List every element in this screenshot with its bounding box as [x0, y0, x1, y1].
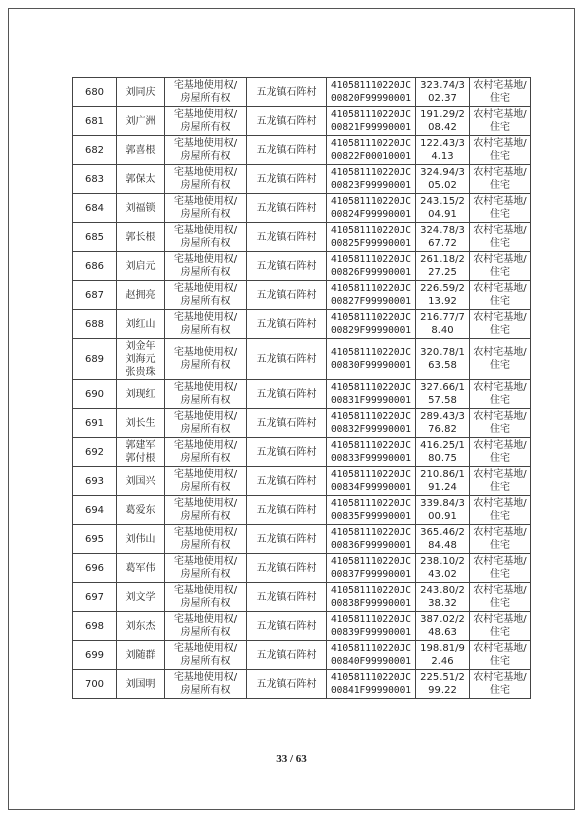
row-number-cell: 695 — [73, 525, 117, 554]
owner-name-cell: 刘现红 — [117, 380, 165, 409]
area-cell: 387.02/2 48.63 — [416, 612, 470, 641]
right-type-cell: 宅基地使用权/ 房屋所有权 — [165, 223, 247, 252]
unit-code-cell: 410581110220JC 00829F99990001 — [327, 310, 416, 339]
unit-code-cell: 410581110220JC 00833F99990001 — [327, 438, 416, 467]
table-row — [73, 438, 531, 467]
location-cell: 五龙镇石阵村 — [247, 339, 327, 380]
owner-name-cell: 郭建军 郭付根 — [117, 438, 165, 467]
land-use-cell: 农村宅基地/ 住宅 — [470, 554, 531, 583]
owner-name-cell: 赵拥亮 — [117, 281, 165, 310]
area-cell: 191.29/2 08.42 — [416, 107, 470, 136]
area-cell: 416.25/1 80.75 — [416, 438, 470, 467]
land-use-cell: 农村宅基地/ 住宅 — [470, 438, 531, 467]
land-use-cell: 农村宅基地/ 住宅 — [470, 223, 531, 252]
area-cell: 327.66/1 57.58 — [416, 380, 470, 409]
right-type-cell: 宅基地使用权/ 房屋所有权 — [165, 78, 247, 107]
unit-code-cell: 410581110220JC 00825F99990001 — [327, 223, 416, 252]
table-row — [73, 612, 531, 641]
right-type-cell: 宅基地使用权/ 房屋所有权 — [165, 467, 247, 496]
right-type-cell: 宅基地使用权/ 房屋所有权 — [165, 554, 247, 583]
row-number-cell: 698 — [73, 612, 117, 641]
table-row — [73, 107, 531, 136]
location-cell: 五龙镇石阵村 — [247, 467, 327, 496]
land-use-cell: 农村宅基地/ 住宅 — [470, 252, 531, 281]
page-number: 33 / 63 — [276, 753, 307, 765]
area-cell: 226.59/2 13.92 — [416, 281, 470, 310]
area-cell: 238.10/2 43.02 — [416, 554, 470, 583]
table-row — [73, 165, 531, 194]
owner-name-cell: 刘文学 — [117, 583, 165, 612]
owner-name-cell: 刘长生 — [117, 409, 165, 438]
owner-name-cell: 刘随群 — [117, 641, 165, 670]
table-row — [73, 525, 531, 554]
location-cell: 五龙镇石阵村 — [247, 194, 327, 223]
location-cell: 五龙镇石阵村 — [247, 554, 327, 583]
row-number-cell: 685 — [73, 223, 117, 252]
table-row — [73, 281, 531, 310]
owner-name-cell: 郭长根 — [117, 223, 165, 252]
owner-name-cell: 葛爱东 — [117, 496, 165, 525]
location-cell: 五龙镇石阵村 — [247, 78, 327, 107]
right-type-cell: 宅基地使用权/ 房屋所有权 — [165, 583, 247, 612]
owner-name-cell: 刘启元 — [117, 252, 165, 281]
location-cell: 五龙镇石阵村 — [247, 252, 327, 281]
unit-code-cell: 410581110220JC 00821F99990001 — [327, 107, 416, 136]
location-cell: 五龙镇石阵村 — [247, 438, 327, 467]
owner-name-cell: 刘金年 刘海元 张贵珠 — [117, 339, 165, 380]
land-use-cell: 农村宅基地/ 住宅 — [470, 281, 531, 310]
land-use-cell: 农村宅基地/ 住宅 — [470, 339, 531, 380]
owner-name-cell: 刘东杰 — [117, 612, 165, 641]
area-cell: 122.43/3 4.13 — [416, 136, 470, 165]
land-use-cell: 农村宅基地/ 住宅 — [470, 583, 531, 612]
owner-name-cell: 刘伟山 — [117, 525, 165, 554]
table-row — [73, 554, 531, 583]
table-row — [73, 467, 531, 496]
table-row — [73, 583, 531, 612]
location-cell: 五龙镇石阵村 — [247, 165, 327, 194]
row-number-cell: 687 — [73, 281, 117, 310]
location-cell: 五龙镇石阵村 — [247, 380, 327, 409]
right-type-cell: 宅基地使用权/ 房屋所有权 — [165, 107, 247, 136]
unit-code-cell: 410581110220JC 00841F99990001 — [327, 670, 416, 699]
right-type-cell: 宅基地使用权/ 房屋所有权 — [165, 670, 247, 699]
location-cell: 五龙镇石阵村 — [247, 670, 327, 699]
row-number-cell: 684 — [73, 194, 117, 223]
right-type-cell: 宅基地使用权/ 房屋所有权 — [165, 380, 247, 409]
owner-name-cell: 刘广洲 — [117, 107, 165, 136]
area-cell: 225.51/2 99.22 — [416, 670, 470, 699]
row-number-cell: 697 — [73, 583, 117, 612]
row-number-cell: 686 — [73, 252, 117, 281]
area-cell: 243.80/2 38.32 — [416, 583, 470, 612]
area-cell: 243.15/2 04.91 — [416, 194, 470, 223]
owner-name-cell: 刘同庆 — [117, 78, 165, 107]
unit-code-cell: 410581110220JC 00835F99990001 — [327, 496, 416, 525]
unit-code-cell: 410581110220JC 00822F00010001 — [327, 136, 416, 165]
right-type-cell: 宅基地使用权/ 房屋所有权 — [165, 310, 247, 339]
land-use-cell: 农村宅基地/ 住宅 — [470, 409, 531, 438]
area-cell: 216.77/7 8.40 — [416, 310, 470, 339]
table-body — [73, 78, 531, 699]
row-number-cell: 700 — [73, 670, 117, 699]
land-use-cell: 农村宅基地/ 住宅 — [470, 107, 531, 136]
land-use-cell: 农村宅基地/ 住宅 — [470, 78, 531, 107]
table-row — [73, 380, 531, 409]
right-type-cell: 宅基地使用权/ 房屋所有权 — [165, 194, 247, 223]
owner-name-cell: 刘国兴 — [117, 467, 165, 496]
location-cell: 五龙镇石阵村 — [247, 223, 327, 252]
row-number-cell: 688 — [73, 310, 117, 339]
location-cell: 五龙镇石阵村 — [247, 612, 327, 641]
right-type-cell: 宅基地使用权/ 房屋所有权 — [165, 612, 247, 641]
land-use-cell: 农村宅基地/ 住宅 — [470, 380, 531, 409]
owner-name-cell: 刘福锁 — [117, 194, 165, 223]
location-cell: 五龙镇石阵村 — [247, 496, 327, 525]
land-use-cell: 农村宅基地/ 住宅 — [470, 641, 531, 670]
owner-name-cell: 郭喜根 — [117, 136, 165, 165]
unit-code-cell: 410581110220JC 00823F99990001 — [327, 165, 416, 194]
area-cell: 324.78/3 67.72 — [416, 223, 470, 252]
unit-code-cell: 410581110220JC 00831F99990001 — [327, 380, 416, 409]
table-row — [73, 252, 531, 281]
unit-code-cell: 410581110220JC 00826F99990001 — [327, 252, 416, 281]
land-use-cell: 农村宅基地/ 住宅 — [470, 136, 531, 165]
row-number-cell: 693 — [73, 467, 117, 496]
row-number-cell: 691 — [73, 409, 117, 438]
table-row — [73, 78, 531, 107]
unit-code-cell: 410581110220JC 00832F99990001 — [327, 409, 416, 438]
land-use-cell: 农村宅基地/ 住宅 — [470, 467, 531, 496]
land-use-cell: 农村宅基地/ 住宅 — [470, 612, 531, 641]
unit-code-cell: 410581110220JC 00839F99990001 — [327, 612, 416, 641]
row-number-cell: 690 — [73, 380, 117, 409]
location-cell: 五龙镇石阵村 — [247, 281, 327, 310]
table-row — [73, 136, 531, 165]
table-row — [73, 339, 531, 380]
row-number-cell: 682 — [73, 136, 117, 165]
right-type-cell: 宅基地使用权/ 房屋所有权 — [165, 409, 247, 438]
land-use-cell: 农村宅基地/ 住宅 — [470, 310, 531, 339]
location-cell: 五龙镇石阵村 — [247, 641, 327, 670]
unit-code-cell: 410581110220JC 00824F99990001 — [327, 194, 416, 223]
table-row — [73, 496, 531, 525]
land-use-cell: 农村宅基地/ 住宅 — [470, 165, 531, 194]
location-cell: 五龙镇石阵村 — [247, 310, 327, 339]
right-type-cell: 宅基地使用权/ 房屋所有权 — [165, 525, 247, 554]
right-type-cell: 宅基地使用权/ 房屋所有权 — [165, 136, 247, 165]
area-cell: 323.74/3 02.37 — [416, 78, 470, 107]
location-cell: 五龙镇石阵村 — [247, 525, 327, 554]
row-number-cell: 699 — [73, 641, 117, 670]
right-type-cell: 宅基地使用权/ 房屋所有权 — [165, 438, 247, 467]
area-cell: 289.43/3 76.82 — [416, 409, 470, 438]
row-number-cell: 680 — [73, 78, 117, 107]
right-type-cell: 宅基地使用权/ 房屋所有权 — [165, 641, 247, 670]
location-cell: 五龙镇石阵村 — [247, 583, 327, 612]
unit-code-cell: 410581110220JC 00840F99990001 — [327, 641, 416, 670]
area-cell: 365.46/2 84.48 — [416, 525, 470, 554]
row-number-cell: 694 — [73, 496, 117, 525]
registration-table — [72, 77, 531, 699]
land-use-cell: 农村宅基地/ 住宅 — [470, 496, 531, 525]
right-type-cell: 宅基地使用权/ 房屋所有权 — [165, 252, 247, 281]
land-use-cell: 农村宅基地/ 住宅 — [470, 194, 531, 223]
unit-code-cell: 410581110220JC 00827F99990001 — [327, 281, 416, 310]
unit-code-cell: 410581110220JC 00834F99990001 — [327, 467, 416, 496]
area-cell: 261.18/2 27.25 — [416, 252, 470, 281]
right-type-cell: 宅基地使用权/ 房屋所有权 — [165, 281, 247, 310]
table-row — [73, 310, 531, 339]
right-type-cell: 宅基地使用权/ 房屋所有权 — [165, 496, 247, 525]
area-cell: 198.81/9 2.46 — [416, 641, 470, 670]
location-cell: 五龙镇石阵村 — [247, 409, 327, 438]
unit-code-cell: 410581110220JC 00837F99990001 — [327, 554, 416, 583]
location-cell: 五龙镇石阵村 — [247, 136, 327, 165]
row-number-cell: 681 — [73, 107, 117, 136]
area-cell: 210.86/1 91.24 — [416, 467, 470, 496]
table-row — [73, 194, 531, 223]
owner-name-cell: 刘国明 — [117, 670, 165, 699]
location-cell: 五龙镇石阵村 — [247, 107, 327, 136]
unit-code-cell: 410581110220JC 00838F99990001 — [327, 583, 416, 612]
area-cell: 324.94/3 05.02 — [416, 165, 470, 194]
owner-name-cell: 刘红山 — [117, 310, 165, 339]
row-number-cell: 692 — [73, 438, 117, 467]
row-number-cell: 683 — [73, 165, 117, 194]
land-use-cell: 农村宅基地/ 住宅 — [470, 525, 531, 554]
table-row — [73, 670, 531, 699]
right-type-cell: 宅基地使用权/ 房屋所有权 — [165, 339, 247, 380]
row-number-cell: 696 — [73, 554, 117, 583]
right-type-cell: 宅基地使用权/ 房屋所有权 — [165, 165, 247, 194]
land-use-cell: 农村宅基地/ 住宅 — [470, 670, 531, 699]
unit-code-cell: 410581110220JC 00836F99990001 — [327, 525, 416, 554]
table-row — [73, 641, 531, 670]
document-page — [8, 8, 575, 810]
row-number-cell: 689 — [73, 339, 117, 380]
unit-code-cell: 410581110220JC 00820F99990001 — [327, 78, 416, 107]
owner-name-cell: 郭保太 — [117, 165, 165, 194]
owner-name-cell: 葛军伟 — [117, 554, 165, 583]
table-row — [73, 409, 531, 438]
unit-code-cell: 410581110220JC 00830F99990001 — [327, 339, 416, 380]
area-cell: 320.78/1 63.58 — [416, 339, 470, 380]
table-row — [73, 223, 531, 252]
area-cell: 339.84/3 00.91 — [416, 496, 470, 525]
